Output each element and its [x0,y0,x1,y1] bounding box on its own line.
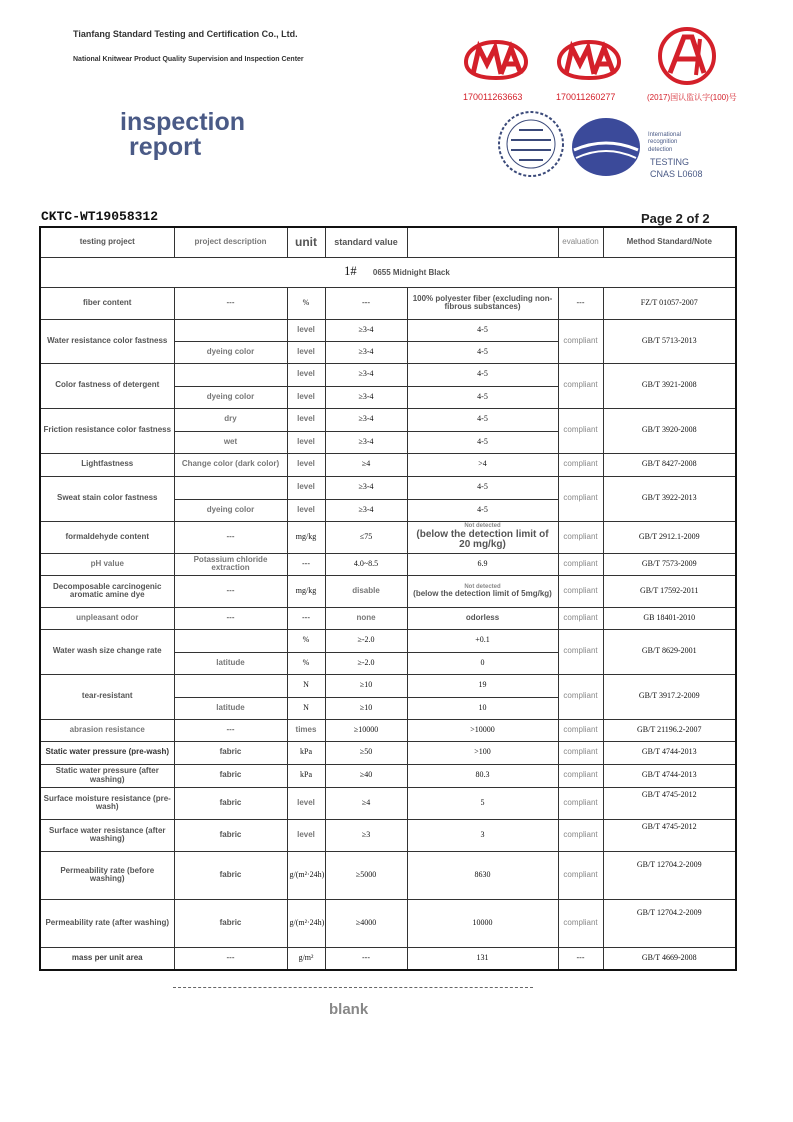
unit-cell: % [287,287,325,319]
table-row [40,607,736,629]
method-cell: GB/T 3920-2008 [603,408,736,453]
evaluation-cell: compliant [558,851,603,899]
result-cell: 3 [407,819,558,851]
description-cell: fabric [174,741,287,764]
project-cell: Lightfastness [40,453,174,476]
cnas-logo [570,116,642,178]
table-row [40,521,736,553]
unit-cell: N [287,674,325,697]
description-cell: --- [174,719,287,741]
table-row [40,899,736,947]
result-cell: 4-5 [407,341,558,363]
description-cell: --- [174,287,287,319]
project-cell: Color fastness of detergent [40,363,174,408]
project-cell: mass per unit area [40,947,174,970]
evaluation-cell: compliant [558,787,603,819]
standard-cell: ≥10000 [325,719,407,741]
cma-logo-2 [556,38,622,82]
method-cell: GB/T 2912.1-2009 [603,521,736,553]
table-row [40,787,736,819]
method-cell: GB/T 3922-2013 [603,476,736,521]
ilac-mra-logo [497,110,565,178]
description-cell [174,476,287,499]
cnas-testing: TESTING [650,157,690,167]
method-cell: GB/T 4744-2013 [603,764,736,787]
project-cell: Water wash size change rate [40,629,174,674]
result-cell: 6.9 [407,553,558,575]
results-table [39,226,737,971]
standard-cell: ≥3-4 [325,408,407,431]
unit-cell: kPa [287,741,325,764]
description-cell: --- [174,575,287,607]
result-cell: 4-5 [407,363,558,386]
evaluation-cell: compliant [558,607,603,629]
result-cell: 4-5 [407,499,558,521]
cal-number: (2017)国认监认字(100)号 [647,93,737,102]
table-row [40,629,736,652]
method-cell: GB/T 4745-2012 [603,787,736,819]
standard-cell: ≥50 [325,741,407,764]
header-standard: standard value [325,227,407,257]
unit-cell: % [287,629,325,652]
unit-cell: --- [287,607,325,629]
sample-name: 0655 Midnight Black [372,268,450,278]
unit-cell: level [287,386,325,408]
unit-cell: level [287,431,325,453]
result-detail: (below the detection limit of 5mg/kg) [413,588,552,598]
standard-cell: ≥3-4 [325,319,407,341]
cnas-code: CNAS L0608 [650,169,703,179]
table-row [40,819,736,851]
project-cell: Sweat stain color fastness [40,476,174,521]
table-row [40,363,736,386]
evaluation-cell: compliant [558,453,603,476]
description-cell [174,363,287,386]
method-cell: GB/T 8629-2001 [603,629,736,674]
evaluation-cell: compliant [558,719,603,741]
evaluation-cell: compliant [558,575,603,607]
cnas-text-1: International [648,132,682,138]
unit-cell: g/(m²·24h) [287,899,325,947]
project-cell: formaldehyde content [40,521,174,553]
unit-cell: level [287,319,325,341]
result-cell: 0 [407,652,558,674]
standard-cell: ≥3-4 [325,386,407,408]
standard-cell: ≥4 [325,787,407,819]
description-cell: dyeing color [174,386,287,408]
standard-cell: ≥40 [325,764,407,787]
table-row [40,719,736,741]
result-cell: 4-5 [407,431,558,453]
table-row [40,287,736,319]
result-cell: >10000 [407,719,558,741]
standard-cell: ≥10 [325,674,407,697]
table-header-row [40,227,736,257]
header-project: testing project [40,227,174,257]
description-cell: wet [174,431,287,453]
result-cell: 4-5 [407,319,558,341]
project-cell: Static water pressure (after washing) [40,764,174,787]
unit-cell: level [287,363,325,386]
evaluation-cell: compliant [558,764,603,787]
sample-cell [40,257,736,287]
result-cell: 80.3 [407,764,558,787]
unit-cell: level [287,819,325,851]
evaluation-cell: compliant [558,629,603,674]
project-cell: unpleasant odor [40,607,174,629]
unit-cell: level [287,453,325,476]
result-cell: 5 [407,787,558,819]
standard-cell: ≤75 [325,521,407,553]
standard-cell: --- [325,947,407,970]
evaluation-cell: compliant [558,674,603,719]
unit-cell: mg/kg [287,575,325,607]
method-cell: GB/T 21196.2-2007 [603,719,736,741]
standard-cell: ≥3-4 [325,476,407,499]
method-cell: GB/T 3921-2008 [603,363,736,408]
header-result [407,227,558,257]
result-cell: >100 [407,741,558,764]
method-cell: GB/T 3917.2-2009 [603,674,736,719]
result-cell: 8630 [407,851,558,899]
description-cell: fabric [174,899,287,947]
description-cell [174,674,287,697]
method-cell: FZ/T 01057-2007 [603,287,736,319]
description-cell: fabric [174,764,287,787]
cma-number-1: 170011263663 [463,92,523,102]
unit-cell: --- [287,553,325,575]
method-cell: GB/T 12704.2-2009 [603,851,736,899]
cnas-text-2: recognition [648,139,678,145]
project-cell: abrasion resistance [40,719,174,741]
description-cell: Change color (dark color) [174,453,287,476]
standard-cell: ≥3-4 [325,341,407,363]
evaluation-cell: --- [558,287,603,319]
evaluation-cell: compliant [558,553,603,575]
cnas-text-3: detection [648,147,673,153]
cma-number-2: 170011260277 [556,92,616,102]
description-cell: dry [174,408,287,431]
description-cell: fabric [174,819,287,851]
report-title-line2: report [129,133,202,161]
evaluation-cell: --- [558,947,603,970]
result-note: Not detected [464,523,501,530]
result-cell: 19 [407,674,558,697]
evaluation-cell: compliant [558,476,603,521]
header-description: project description [174,227,287,257]
standard-cell: ≥3-4 [325,499,407,521]
evaluation-cell: compliant [558,408,603,453]
project-cell: Surface moisture resistance (pre-wash) [40,787,174,819]
description-cell: dyeing color [174,341,287,363]
description-cell: Potassium chloride extraction [174,553,287,575]
table-row [40,851,736,899]
description-cell: latitude [174,697,287,719]
standard-cell: ≥-2.0 [325,629,407,652]
blank-label: blank [329,1001,369,1018]
table-row [40,476,736,499]
report-title-line1: inspection [120,108,246,136]
result-cell: 10000 [407,899,558,947]
standard-cell: ≥4 [325,453,407,476]
standard-cell: ≥10 [325,697,407,719]
description-cell: dyeing color [174,499,287,521]
result-cell: 10 [407,697,558,719]
description-cell [174,629,287,652]
standard-cell: ≥4000 [325,899,407,947]
project-cell: fiber content [40,287,174,319]
result-note: Not detected [464,583,501,590]
header-unit: unit [287,227,325,257]
unit-cell: level [287,408,325,431]
result-cell: 4-5 [407,408,558,431]
unit-cell: level [287,499,325,521]
project-cell: Decomposable carcinogenic aromatic amine dye [40,575,174,607]
result-cell [407,575,558,607]
table-row [40,674,736,697]
sample-index: 1# [344,264,357,279]
standard-cell: ≥5000 [325,851,407,899]
project-cell: Water resistance color fastness [40,319,174,363]
description-cell: --- [174,521,287,553]
table-row [40,319,736,341]
method-cell: GB/T 7573-2009 [603,553,736,575]
result-cell: 100% polyester fiber (excluding non-fibrous substances) [407,287,558,319]
description-cell: fabric [174,851,287,899]
description-cell: fabric [174,787,287,819]
result-cell: 4-5 [407,476,558,499]
evaluation-cell: compliant [558,899,603,947]
table-row [40,553,736,575]
sample-row [40,257,736,287]
method-cell: GB/T 8427-2008 [603,453,736,476]
evaluation-cell: compliant [558,521,603,553]
method-cell: GB/T 12704.2-2009 [603,899,736,947]
unit-cell: kPa [287,764,325,787]
description-cell: --- [174,607,287,629]
standard-cell: disable [325,575,407,607]
unit-cell: level [287,341,325,363]
evaluation-cell: compliant [558,363,603,408]
description-cell: --- [174,947,287,970]
description-cell: latitude [174,652,287,674]
standard-cell: ≥3 [325,819,407,851]
result-detail: (below the detection limit of 20 mg/kg) [416,528,549,551]
unit-cell: % [287,652,325,674]
project-cell: Static water pressure (pre-wash) [40,741,174,764]
unit-cell: mg/kg [287,521,325,553]
cma-logo-1 [463,38,529,82]
method-cell: GB/T 4744-2013 [603,741,736,764]
evaluation-cell: compliant [558,819,603,851]
method-cell: GB/T 4669-2008 [603,947,736,970]
unit-cell: g/(m²·24h) [287,851,325,899]
project-cell: pH value [40,553,174,575]
center-name: National Knitwear Product Quality Supervision and Inspection Center [73,56,304,63]
table-row [40,764,736,787]
page-number: Page 2 of 2 [641,211,710,226]
evaluation-cell: compliant [558,319,603,363]
project-cell: Permeability rate (before washing) [40,851,174,899]
method-cell: GB/T 17592-2011 [603,575,736,607]
project-cell: tear-resistant [40,674,174,719]
header-evaluation: evaluation [558,227,603,257]
table-row [40,947,736,970]
description-cell [174,319,287,341]
standard-cell: ≥3-4 [325,431,407,453]
result-cell [407,521,558,553]
unit-cell: level [287,787,325,819]
project-cell: Permeability rate (after washing) [40,899,174,947]
method-cell: GB 18401-2010 [603,607,736,629]
header-method: Method Standard/Note [603,227,736,257]
result-cell: odorless [407,607,558,629]
table-row [40,741,736,764]
table-row [40,453,736,476]
unit-cell: g/m² [287,947,325,970]
standard-cell: --- [325,287,407,319]
result-cell: +0.1 [407,629,558,652]
evaluation-cell: compliant [558,741,603,764]
method-cell: GB/T 5713-2013 [603,319,736,363]
standard-cell: ≥3-4 [325,363,407,386]
org-name: Tianfang Standard Testing and Certification Co., Ltd. [73,29,298,39]
unit-cell: N [287,697,325,719]
cal-logo [656,25,718,87]
standard-cell: ≥-2.0 [325,652,407,674]
standard-cell: none [325,607,407,629]
standard-cell: 4.0~8.5 [325,553,407,575]
unit-cell: level [287,476,325,499]
report-number: CKTC-WT19058312 [41,209,159,224]
result-cell: 4-5 [407,386,558,408]
unit-cell: times [287,719,325,741]
method-cell: GB/T 4745-2012 [603,819,736,851]
project-cell: Friction resistance color fastness [40,408,174,453]
project-cell: Surface water resistance (after washing) [40,819,174,851]
result-cell: 131 [407,947,558,970]
result-cell: >4 [407,453,558,476]
table-row [40,575,736,607]
separator-line [173,987,533,988]
table-row [40,408,736,431]
